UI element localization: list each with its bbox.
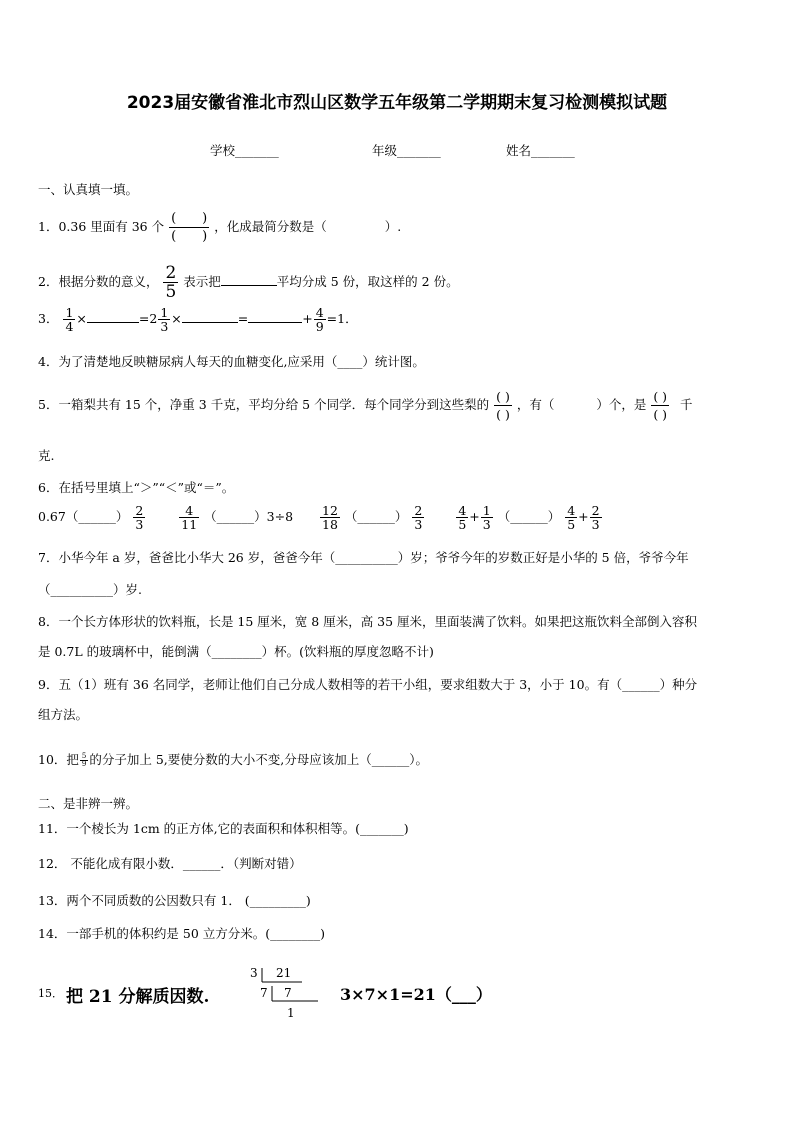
question-5	[38, 388, 693, 423]
q2-denominator: 5	[165, 282, 177, 302]
q5-fraction-1	[494, 388, 512, 423]
q2-numerator: 2	[165, 263, 177, 283]
numerator: ( )	[496, 389, 510, 404]
times-sign: ×	[76, 311, 87, 326]
q7-continuation: （__________）岁.	[38, 582, 142, 597]
q6-b-fraction	[179, 504, 199, 531]
denominator: 11	[181, 517, 198, 532]
q6-a-fraction	[133, 504, 145, 531]
plus-sign: +	[469, 509, 480, 524]
denominator: 3	[135, 517, 144, 532]
q6-c2-fraction	[412, 504, 424, 531]
q6-d2-fraction	[481, 504, 493, 531]
numerator: 1	[160, 305, 169, 320]
q2-text-c: 平均分成 5 份，取这样的 2 份。	[276, 274, 459, 289]
numerator: 4	[458, 503, 467, 518]
denominator: ( )	[496, 407, 510, 422]
numerator: 12	[322, 503, 338, 518]
q5-text-d: 千	[680, 397, 693, 412]
q3-tail: =1．	[326, 311, 358, 326]
q15-ladder-dividend-2: 7	[284, 986, 292, 1000]
question-4: 4．为了清楚地反映糖尿病人每天的血糖变化,应采用（____）统计图。	[38, 354, 425, 369]
denominator: 3	[160, 319, 169, 334]
q3-fraction-3	[314, 306, 326, 333]
q15-ladder-divisor-2: 7	[260, 986, 268, 1000]
plus-sign: +	[302, 311, 313, 326]
q3-fraction-1	[63, 306, 75, 333]
q6-item-c: （______）	[344, 509, 408, 524]
question-9: 9．五（1）班有 36 名同学，老师让他们自己分成人数相等的若干小组，要求组数大于 3，小于 10。有（______）种分	[38, 677, 698, 692]
denominator: 5	[567, 517, 576, 532]
q6-e1-fraction	[565, 504, 577, 531]
q3-equals-2: =2	[138, 311, 158, 326]
q5-text-b: ，有（	[516, 397, 555, 412]
q10-fraction	[80, 753, 88, 768]
question-1	[38, 210, 401, 245]
q10-text-b: 的分子加上 5,要使分数的大小不变,分母应该加上（______）。	[89, 752, 428, 767]
q3-blank-1[interactable]	[87, 310, 139, 323]
q6-e2-fraction	[590, 504, 602, 531]
numerator: 2	[135, 503, 144, 518]
question-2	[38, 264, 459, 301]
q1-fraction-denominator: ( )	[171, 229, 208, 244]
q6-item-a: 0.67（______）	[38, 509, 129, 524]
q1-text-a: 1．0.36 里面有 36 个	[38, 219, 165, 234]
denominator: 4	[65, 319, 74, 334]
q2-text-a: 2．根据分数的意义，	[38, 274, 159, 289]
times-sign: ×	[171, 311, 182, 326]
q6-c-fraction	[320, 504, 340, 531]
numerator: 4	[185, 503, 194, 518]
question-13: 13．两个不同质数的公因数只有 1． (_________)	[38, 893, 311, 908]
q6-d1-fraction	[456, 504, 468, 531]
q15-ladder-result: 1	[287, 1006, 295, 1020]
denominator: 3	[414, 517, 423, 532]
q15-number: 15．	[38, 987, 63, 1000]
numerator: 1	[65, 305, 74, 320]
denominator: ( )	[653, 407, 668, 422]
q6-comparisons	[38, 504, 603, 531]
equals-sign: =	[237, 311, 249, 326]
denominator: 9	[81, 760, 87, 768]
numerator: 5	[81, 752, 87, 760]
q3-number: 3．	[38, 311, 59, 326]
question-12: 12． 不能化成有限小数．______．（判断对错）	[38, 856, 302, 871]
q1-text-b: ，化成最简分数是（	[214, 219, 327, 234]
question-3	[38, 306, 358, 333]
denominator: 3	[482, 517, 491, 532]
numerator: 2	[591, 503, 600, 518]
q6-item-b: （______）3÷8	[204, 509, 294, 524]
q1-fraction-numerator: ( )	[171, 211, 208, 226]
q15-text: 把 21 分解质因数.	[66, 987, 210, 1007]
section-2-heading: 二、是非辨一辨。	[38, 796, 139, 811]
q15-ladder-divisor-1: 3	[250, 966, 258, 980]
q9-continuation: 组方法。	[38, 707, 89, 722]
question-11: 11．一个棱长为 1cm 的正方体,它的表面积和体积相等。(_______)	[38, 821, 409, 836]
school-field: 学校_______	[210, 143, 279, 158]
numerator: 4	[567, 503, 576, 518]
denominator: 9	[315, 319, 324, 334]
denominator: 5	[458, 517, 467, 532]
grade-field: 年级_______	[372, 143, 441, 158]
question-8: 8．一个长方体形状的饮料瓶，长是 15 厘米，宽 8 厘米，高 35 厘米，里面装满了饮料。如果把这瓶饮料全部倒入容积	[38, 614, 698, 629]
q2-fraction	[163, 264, 178, 301]
q5-fraction-2	[651, 388, 669, 423]
q3-fraction-2	[158, 306, 170, 333]
q5-text-c: ）个，是	[596, 397, 647, 412]
question-14: 14．一部手机的体积约是 50 立方分米。(________)	[38, 926, 326, 941]
q8-continuation: 是 0.7L 的玻璃杯中，能倒满（________）杯。(饮料瓶的厚度忽略不计)	[38, 644, 434, 659]
denominator: 18	[322, 517, 338, 532]
q3-blank-3[interactable]	[248, 310, 302, 323]
numerator: ( )	[653, 389, 668, 404]
question-6: 6．在括号里填上“＞”“＜”或“＝”。	[38, 480, 235, 495]
numerator: 4	[315, 305, 324, 320]
plus-sign: +	[578, 509, 589, 524]
question-10	[38, 752, 428, 768]
q15-ladder-lines	[258, 964, 324, 1008]
q10-text-a: 10．把	[38, 752, 79, 767]
denominator: 3	[591, 517, 600, 532]
q1-fraction	[169, 210, 209, 245]
q15-ladder-dividend-1: 21	[276, 966, 292, 980]
q6-item-d: （______）	[497, 509, 561, 524]
numerator: 1	[482, 503, 491, 518]
q3-blank-2[interactable]	[182, 310, 238, 323]
numerator: 2	[414, 503, 423, 518]
q2-text-b: 表示把	[183, 274, 221, 289]
q2-blank[interactable]	[221, 273, 277, 286]
q5-text-a: 5．一箱梨共有 15 个，净重 3 千克，平均分给 5 个同学．每个同学分到这些梨的	[38, 397, 490, 412]
name-field: 姓名_______	[506, 143, 575, 158]
section-1-heading: 一、认真填一填。	[38, 182, 139, 197]
q1-text-c: ）.	[384, 219, 402, 234]
q5-continuation: 克.	[38, 448, 55, 463]
q15-equation: 3×7×1=21（___）	[340, 985, 492, 1004]
page-title: 2023届安徽省淮北市烈山区数学五年级第二学期期末复习检测模拟试题	[126, 93, 668, 113]
question-7: 7．小华今年 a 岁，爸爸比小华大 26 岁，爸爸今年（__________）岁；爷爷今年的岁数正好是小华的 5 倍，爷爷今年	[38, 550, 689, 565]
